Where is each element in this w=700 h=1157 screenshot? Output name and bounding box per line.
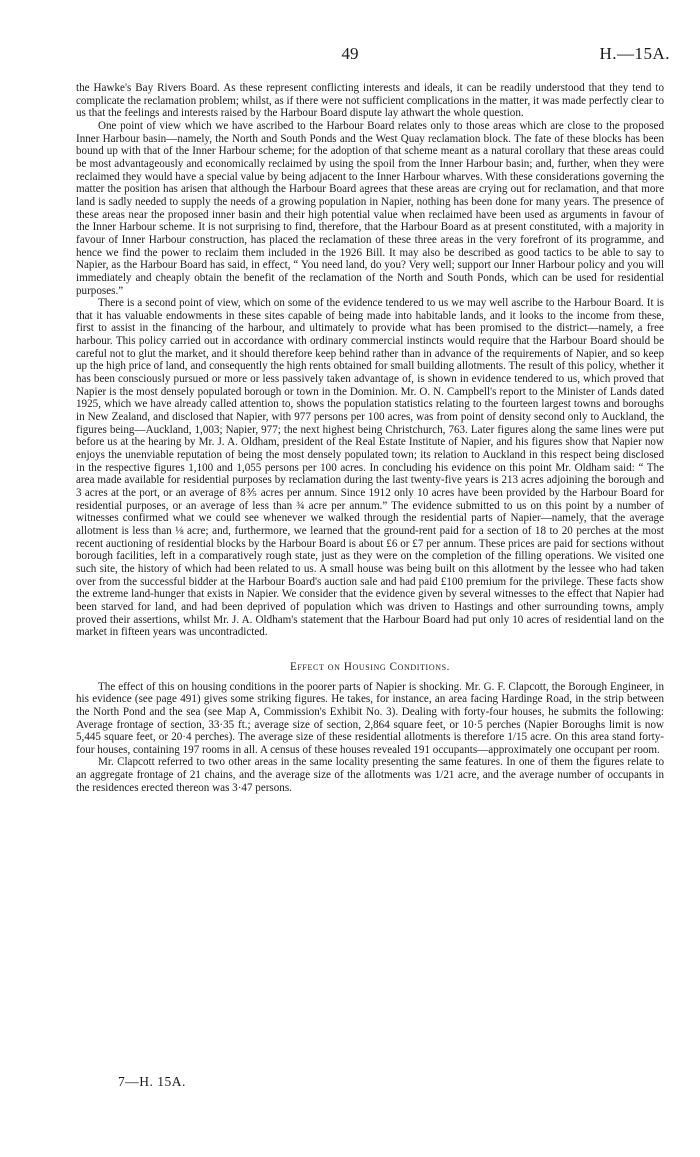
section-paragraph-1: The effect of this on housing conditions in the poorer parts of Napier is shocking. Mr. G. F. Clapcott, the Borough Engineer, in his evidence (see page 491) gives some striking figures. He takes, for instance, an area facing Hardinge Road, in the strip between the North Pond and the sea (see Map A, Commission's Exhibit No. 3). Dealing with forty-four houses, he submits the following: Average frontage of section, 33·35 ft.; average size of section, 2,864 square feet, or 10·5 perches (Napier Boroughs limit is now 5,445 square feet, or 20·4 perches). The average size of these residential allotments is therefore 1/15 acre. On this area stand forty-four houses, containing 197 rooms in all. A census of these houses revealed 191 occupants—approximately one occupant per room. (76, 680, 664, 756)
section-heading: Effect on Housing Conditions. (289, 660, 451, 673)
page-number: 49 (341, 44, 359, 63)
footer-signature: 7—H. 15A. (118, 1074, 186, 1089)
body-text (76, 82, 664, 794)
paragraph-3: There is a second point of view, which on some of the evidence tendered to us we may well ascribe to the Harbour Board. It is that it has valuable endowments in these sites capable of being made into habitable lands, and it looks to the income from these, first to assist in the financing of the harbour, and ultimately to provide what has been promised to the district—namely, a free harbour. This policy carried out in accordance with ordinary commercial instincts would require that the Harbour Board should be careful not to glut the market, and it should therefore keep behind rather than in advance of the requirements of Napier, and so keep up the high price of land, and consequently the high rents obtained for small building allotments. The result of this policy, whether it has been consciously pursued or more or less passively taken advantage of, is shown in evidence tendered to us, which proved that Napier is the most densely populated borough or town in the Dominion. Mr. O. N. Campbell's report to the Minister of Lands dated 1925, which we have already called attention to, shows the population statistics relating to the fourteen largest towns and boroughs in New Zealand, and disclosed that Napier, with 977 persons per 100 acres, was from point of density second only to Auckland, the figures being—Auckland, 1,003; Napier, 977; the next highest being Christchurch, 763. Later figures along the same lines were put before us at the hearing by Mr. J. A. Oldham, president of the Real Estate Institute of Napier, and his figures show that Napier now enjoys the unenviable reputation of being the most densely populated town; its relation to Auckland in this respect being disclosed in the respective figures 1,100 and 1,055 persons per 100 acres. In concluding his evidence on this point Mr. Oldham said: “ The area made available for residential purposes by reclamation during the last twenty-five years is 213 acres adjoining the borough and 3 acres at the port, or an average of 8⅗ acres per annum. Since 1912 only 10 acres have been provided by the Harbour Board for residential purposes, or an average of less than ¾ acre per annum.” The evidence submitted to us on this point by a number of witnesses confirmed what we could see whenever we walked through the residential parts of Napier—namely, that the average allotment is less than ⅛ acre; and, furthermore, we learned that the ground-rent paid for a section of 18 to 20 perches at the most recent auctioning of residential blocks by the Harbour Board is about £6 or £7 per annum. These prices are paid for sections without borough facilities, left in a comparatively rough state, just as they were on the completion of the filling operations. We visited one such site, the history of which had been related to us. A small house was being built on this allotment by the lessee who had taken over from the successful bidder at the Harbour Board's auction sale and had paid £100 premium for the privilege. These facts show the extreme land-hunger that exists in Napier. We consider that the evidence given by several witnesses to the effect that Napier had been starved for land, and had been deprived of population which was driven to Hastings and other surrounding towns, amply proved their assertions, whilst Mr. J. A. Oldham's statement that the Harbour Board had put only 10 acres of residential land on the market in fifteen years was uncontradicted. (76, 297, 664, 639)
paragraph-1: the Hawke's Bay Rivers Board. As these represent conflicting interests and ideals, it can be readily understood that they tend to complicate the reclamation problem; whilst, as if there were not sufficient complications in the matter, it was made perfectly clear to us that the feelings and interests raised by the Harbour Board dispute lay athwart the whole question. (76, 82, 664, 120)
paragraph-2: One point of view which we have ascribed to the Harbour Board relates only to those areas which are close to the proposed Inner Harbour basin—namely, the North and South Ponds and the West Quay reclamation block. The fate of these blocks has been bound up with that of the Inner Harbour scheme; for the adoption of that scheme meant as a natural corollary that these areas could be most advantageously and economically reclaimed by using the spoil from the Inner Harbour basin; and, further, when they were reclaimed they would have a special value by being adjacent to the Inner Harbour wharves. With these considerations governing the matter the position has arisen that although the Harbour Board agrees that these areas are crying out for reclamation, and that more land is sadly needed to supply the needs of a growing population in Napier, nothing has been done for many years. The presence of these areas near the proposed inner basin and their high potential value when reclaimed have been used as arguments in favour of the Inner Harbour scheme. It is not surprising to find, therefore, that the Harbour Board as at present constituted, with a majority in favour of Inner Harbour construction, has placed the reclamation of these three areas in the very forefront of its programme, and hence we find the power to reclaim them included in the 1926 Bill. It may also be described as good tactics to be able to say to Napier, as the Harbour Board has said, in effect, “ You need land, do you? Very well; support our Inner Harbour policy and you will immediately and cheaply obtain the benefit of the reclamation of the North and South Ponds, which can be used for residential purposes.” (76, 119, 664, 297)
section-paragraph-2: Mr. Clapcott referred to two other areas in the same locality presenting the same features. In one of them the figures relate to an aggregate frontage of 21 chains, and the average size of the allotments was 1/21 acre, and the average number of occupants in the residences erected thereon was 3·47 persons. (76, 756, 664, 794)
series-reference: H.—15A. (599, 44, 670, 63)
